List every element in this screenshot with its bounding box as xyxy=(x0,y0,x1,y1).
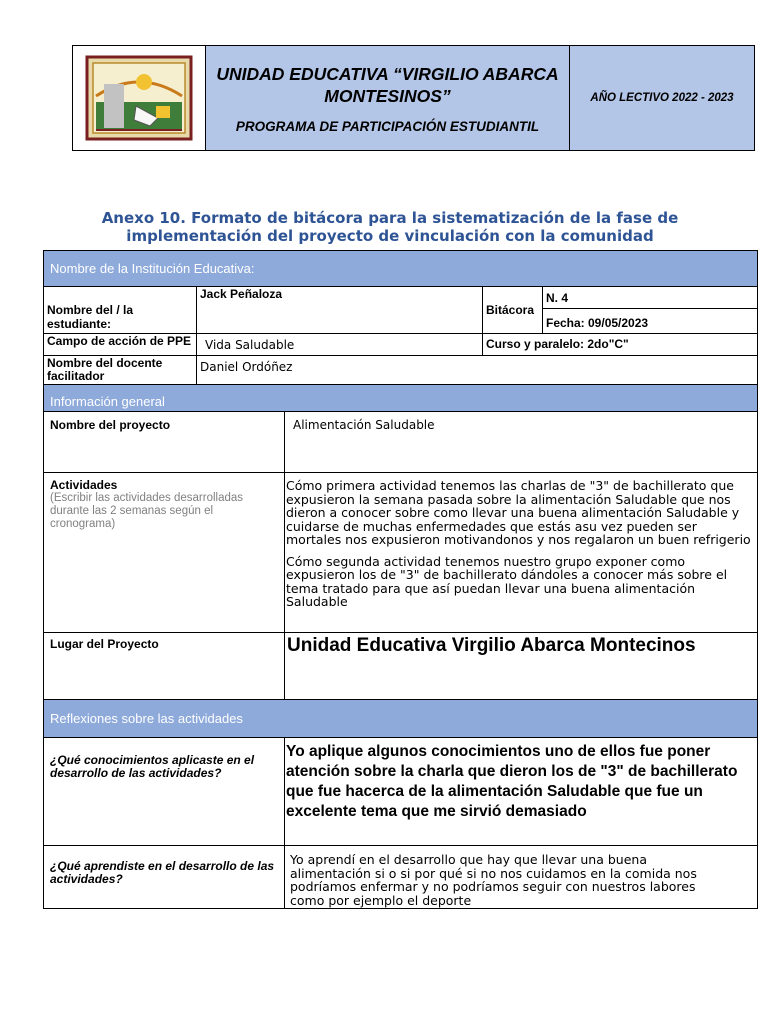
question-2-row xyxy=(43,846,758,909)
field-label: Campo de acción de PPE xyxy=(44,334,197,355)
reflections-band-label: Reflexiones sobre las actividades xyxy=(50,711,243,726)
general-band-label: Información general xyxy=(50,394,165,409)
place-value: Unidad Educativa Virgilio Abarca Montecinos xyxy=(287,635,696,656)
school-logo xyxy=(73,46,206,150)
teacher-label: Nombre del docente facilitador xyxy=(44,356,197,384)
question-2-answer: Yo aprendí en el desarrollo que hay que llevar una buena alimentación si o si por qué si no nos cuidamos en la comida nos podríamos enfermar y no podríamos seguir con nuestros labores como por ejemplo el deporte xyxy=(290,852,697,908)
school-emblem-icon xyxy=(84,54,194,142)
teacher-name: Daniel Ordóñez xyxy=(200,360,293,374)
activity-paragraph-2: Cómo segunda actividad tenemos nuestro grupo exponer como expusieron los de "3" de bachillerato dándoles a conocer más sobre el tema tratado para que así puedan llevar una buena alimentación Saludable xyxy=(286,553,728,609)
activities-row xyxy=(43,473,758,633)
field-value: Vida Saludable xyxy=(197,334,483,355)
activities-label: Actividades xyxy=(50,478,118,492)
bitacora-label: Bitácora xyxy=(483,287,543,333)
logbook-form xyxy=(43,250,758,909)
place-label: Lugar del Proyecto xyxy=(44,633,285,699)
general-band xyxy=(43,385,758,412)
student-label: Nombre del / la estudiante: xyxy=(44,287,197,333)
bitacora-number: N. 4 xyxy=(543,287,757,309)
bitacora-date: Fecha: 09/05/2023 xyxy=(546,316,649,330)
annex-title: Anexo 10. Formato de bitácora para la sistematización de la fase de implementación del proyecto de vinculación con la comunidad xyxy=(101,209,679,245)
student-name: Jack Peñaloza xyxy=(197,287,483,333)
activities-label-cell xyxy=(44,473,285,632)
question-1-row xyxy=(43,738,758,846)
activities-hint: (Escribir las actividades desarrolladas durante las 2 semanas según el cronograma) xyxy=(50,492,244,530)
project-label: Nombre del proyecto xyxy=(44,412,285,472)
activity-paragraph-1: Cómo primera actividad tenemos las charlas de "3" de bachillerato que expusieron la semana pasada sobre la alimentación Saludable que nos dieron a conocer sobre como llevar una buena alimentación Saludable y cuidarse de muchas enfermedades que estás asu vez pueden ser mortales nos expusieron motivandonos y nos regalaron un buen refrigerio xyxy=(286,478,751,547)
teacher-row xyxy=(43,356,758,385)
project-name: Alimentación Saludable xyxy=(293,418,435,432)
header-table xyxy=(72,45,755,151)
student-row xyxy=(43,287,758,334)
school-name: UNIDAD EDUCATIVA “VIRGILIO ABARCA MONTESINOS” xyxy=(216,63,559,106)
program-name: PROGRAMA DE PARTICIPACIÓN ESTUDIANTIL xyxy=(235,118,540,134)
place-row xyxy=(43,633,758,700)
question-1-answer: Yo aplique algunos conocimientos uno de ellos fue poner atención sobre la charla que dieron los de "3" de bachillerato que fue hacerca de la alimentación Saludable que fue un excelente tema que me sirvió demasiado xyxy=(286,743,738,820)
course-value: Curso y paralelo: 2do"C" xyxy=(486,337,629,351)
institution-band-label: Nombre de la Institución Educativa: xyxy=(50,261,255,276)
question-2-label: ¿Qué aprendiste en el desarrollo de las actividades? xyxy=(44,846,285,908)
project-row xyxy=(43,412,758,473)
activities-content xyxy=(285,473,757,632)
reflections-band xyxy=(43,700,758,738)
header-title-cell xyxy=(206,46,570,150)
question-1-label: ¿Qué conocimientos aplicaste en el desarrollo de las actividades? xyxy=(44,738,285,845)
institution-band xyxy=(43,250,758,287)
school-year: AÑO LECTIVO 2022 - 2023 xyxy=(570,46,754,150)
field-row xyxy=(43,334,758,356)
bitacora-values xyxy=(543,287,757,333)
